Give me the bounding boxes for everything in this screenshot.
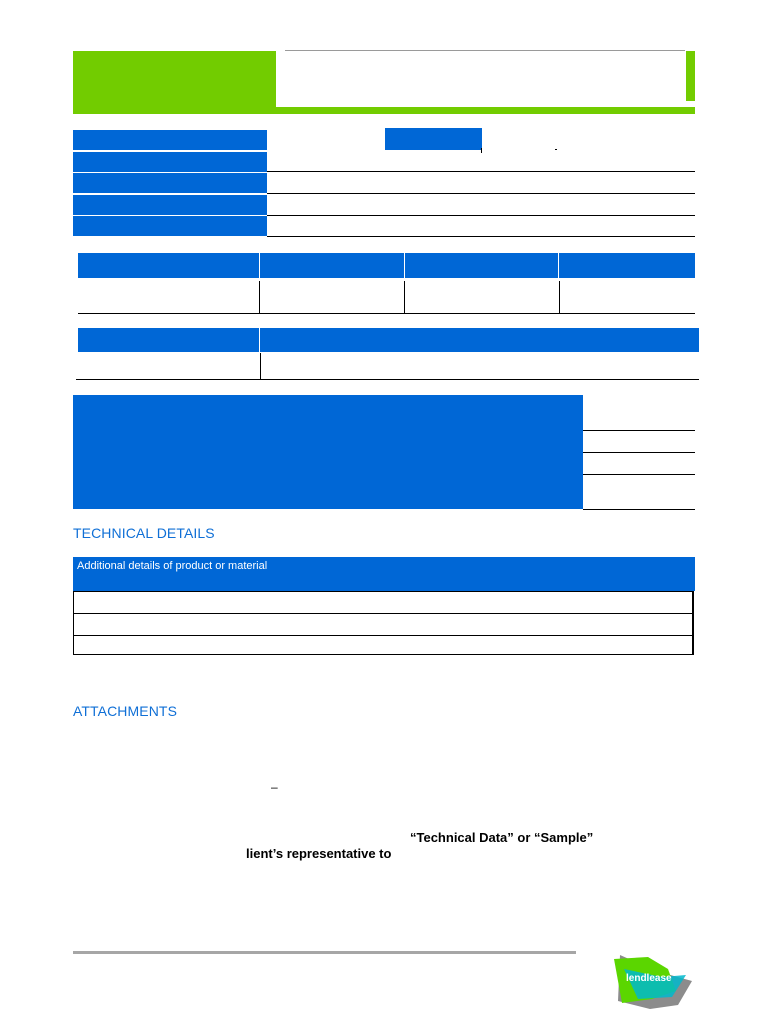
info-tag-box bbox=[385, 128, 482, 150]
technical-details-row-sep-1 bbox=[74, 613, 692, 614]
technical-details-header-label: Additional details of product or material bbox=[77, 560, 268, 572]
table4-header bbox=[78, 253, 695, 278]
info-dot bbox=[555, 149, 557, 150]
header-green-bottom-rule bbox=[73, 107, 695, 114]
info-value-line-1 bbox=[267, 171, 695, 172]
signoff-line-1 bbox=[583, 430, 695, 431]
table4-col-sep-3 bbox=[559, 281, 560, 313]
table2-col-sep bbox=[260, 353, 261, 379]
table2-header-sep bbox=[259, 328, 260, 352]
technical-details-header bbox=[73, 557, 695, 591]
info-label-4 bbox=[73, 195, 267, 215]
header-green-accent bbox=[686, 51, 695, 101]
lendlease-logo-text: lendlease bbox=[626, 973, 672, 984]
info-value-line-3 bbox=[267, 215, 695, 216]
table4-header-sep-2 bbox=[404, 253, 405, 278]
info-label-3 bbox=[73, 173, 267, 193]
signoff-line-2 bbox=[583, 452, 695, 453]
signoff-line-3 bbox=[583, 474, 695, 475]
signoff-line-4 bbox=[583, 509, 695, 510]
info-label-2 bbox=[73, 152, 267, 172]
attachments-quote-text: “Technical Data” or “Sample” bbox=[410, 830, 594, 845]
attachments-client-text: lient’s representative to bbox=[246, 846, 392, 861]
table4-header-sep-3 bbox=[558, 253, 559, 278]
header-green-block bbox=[73, 51, 276, 114]
info-value-line-4 bbox=[267, 236, 695, 237]
attachments-dash: – bbox=[271, 780, 278, 794]
technical-details-row-sep-2 bbox=[74, 635, 692, 636]
table2-header bbox=[78, 328, 699, 352]
info-tick bbox=[481, 148, 482, 153]
info-value-line-2 bbox=[267, 193, 695, 194]
table2-bottom-line bbox=[76, 379, 699, 380]
info-label-5 bbox=[73, 216, 267, 236]
lendlease-logo bbox=[612, 951, 694, 1013]
technical-details-title: TECHNICAL DETAILS bbox=[73, 525, 215, 541]
signoff-blue-block bbox=[73, 395, 583, 509]
footer-rule bbox=[73, 951, 576, 954]
table4-header-sep-1 bbox=[259, 253, 260, 278]
table4-col-sep-2 bbox=[404, 281, 405, 313]
attachments-title: ATTACHMENTS bbox=[73, 703, 178, 719]
header-title-box bbox=[285, 50, 685, 51]
table4-bottom-line bbox=[78, 313, 695, 314]
table4-col-sep-1 bbox=[259, 281, 260, 313]
technical-details-rows bbox=[73, 591, 694, 655]
info-label-1 bbox=[73, 130, 267, 150]
